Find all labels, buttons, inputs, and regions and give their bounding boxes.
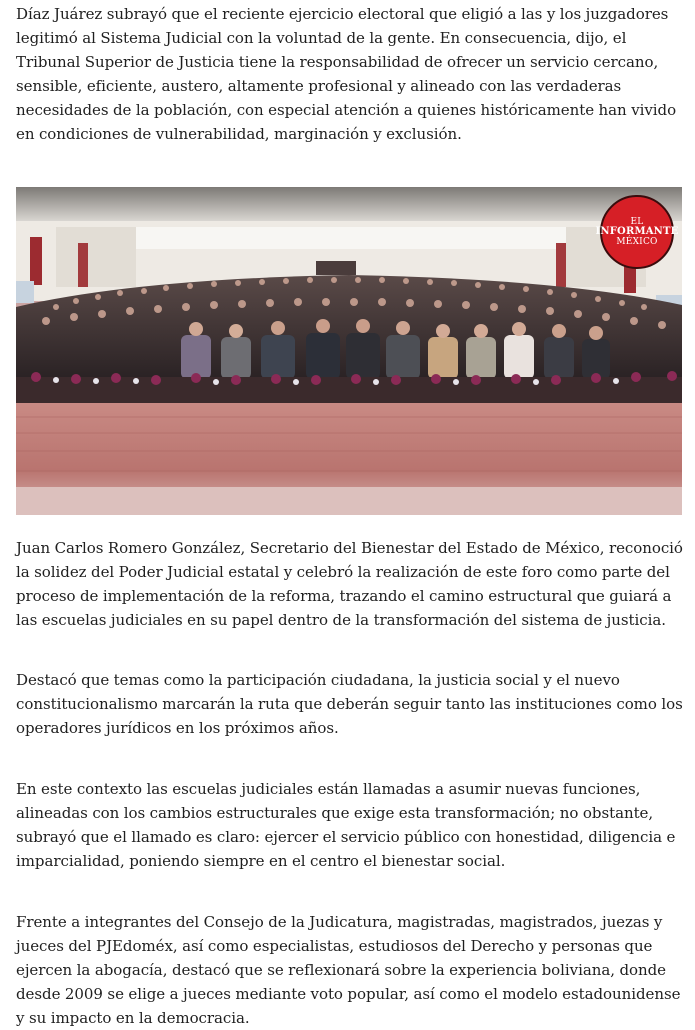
logo-line-el: EL	[630, 217, 644, 227]
paragraph-diaz-juarez: Díaz Juárez subrayó que el reciente ejercicio electoral que eligió a las y los juzgadores legitimó al Sistema Judicial con la voluntad de la gente. En consecuencia, dijo, el Tribunal Superior de Justicia tiene la responsabilidad de ofrecer un servicio cercano, sensible, eficiente, austero, altamente profesional y alineado con las verdaderas necesidades de la población, con especial atención a quienes históricamente han vivido en condiciones de vulnerabilidad, marginación y exclusión.	[16, 5, 677, 143]
el-informante-mexico-logo	[595, 195, 679, 269]
paragraph-experiencia-boliviana: Frente a integrantes del Consejo de la Judicatura, magistradas, magistrados, juezas y jueces del PJEdoméx, así como especialistas, estudiosos del Derecho y personas que ejercen la abogacía, destacó que se reflexionará sobre la experiencia boliviana, donde desde 2009 se elige a jueces mediante voto popular, así como el modelo estadounidense y su impacto en la democracia.	[16, 913, 681, 1027]
paragraph-participacion-ciudadana: Destacó que temas como la participación ciudadana, la justicia social y el nuevo constitucionalismo marcarán la ruta que deberán seguir tanto las instituciones como los operadores jurídicos en los próximos años.	[16, 671, 683, 737]
logo-line-informante: INFORMANTE	[595, 226, 679, 237]
group-photo	[16, 187, 682, 515]
auditorium-illustration	[16, 187, 682, 515]
paragraph-romero-gonzalez: Juan Carlos Romero González, Secretario del Bienestar del Estado de México, reconoció la solidez del Poder Judicial estatal y celebró la realización de este foro como parte del proceso de implementación de la reforma, trazando el camino estructural que guiará a las escuelas judiciales en su papel dentro de la transformación del sistema de justicia.	[16, 539, 683, 629]
logo-line-mexico: MÉXICO	[616, 237, 658, 247]
paragraph-escuelas-judiciales: En este contexto las escuelas judiciales están llamadas a asumir nuevas funciones, alineadas con los cambios estructurales que exige esta transformación; no obstante, subrayó que el llamado es claro: ejercer el servicio público con honestidad, diligencia e imparcialidad, poniendo siempre en el centro el bienestar social.	[16, 780, 676, 870]
